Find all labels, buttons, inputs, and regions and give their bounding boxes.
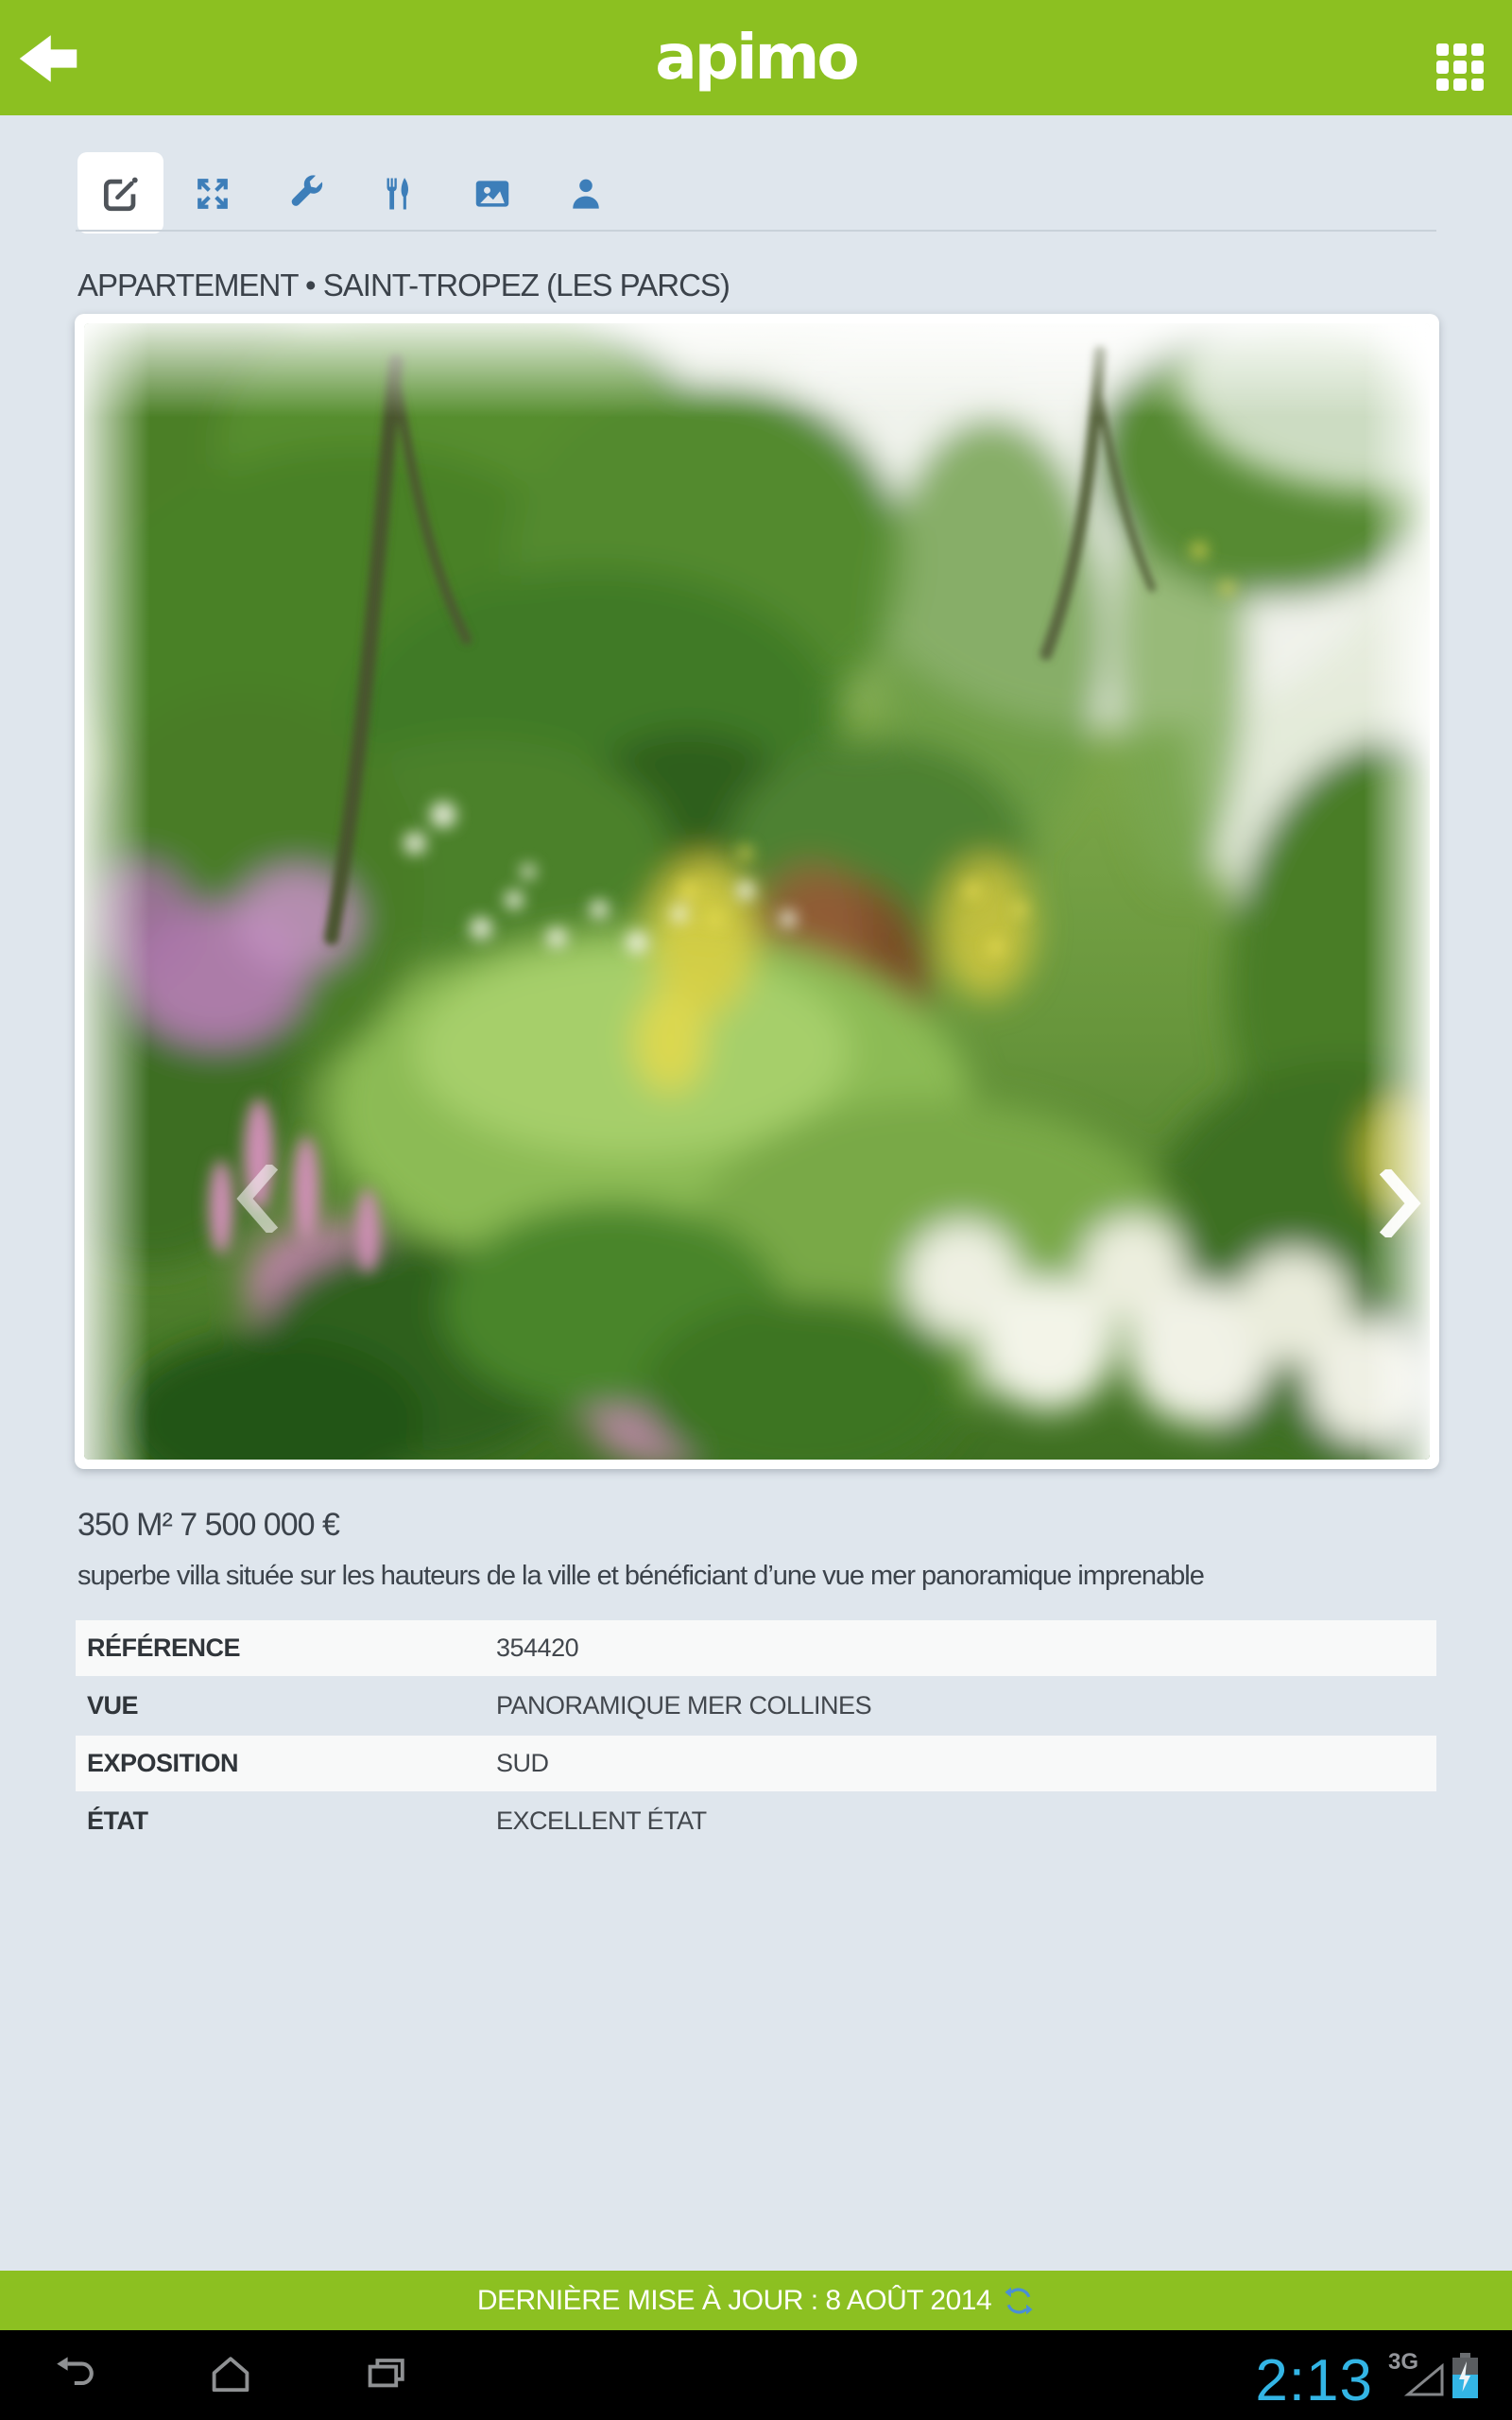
last-update-text: DERNIÈRE MISE À JOUR : 8 AOÛT 2014 (476, 2284, 992, 2316)
nav-home-button[interactable] (208, 2352, 253, 2397)
carousel-prev-button[interactable] (235, 1165, 281, 1237)
detail-label: EXPOSITION (87, 1749, 239, 1777)
tab-edit[interactable] (98, 172, 142, 216)
details-table (76, 1620, 1436, 1851)
status-clock: 2:13 (1255, 2348, 1373, 2413)
detail-label: VUE (87, 1691, 139, 1720)
person-icon (565, 173, 607, 215)
carousel-next-button[interactable] (1377, 1169, 1422, 1242)
expand-icon (192, 173, 233, 215)
detail-value: 354420 (496, 1634, 579, 1662)
refresh-icon[interactable] (1003, 2285, 1035, 2317)
app-logo: apimo (655, 21, 857, 94)
nav-home-icon (208, 2352, 253, 2397)
image-icon (472, 173, 513, 215)
apps-grid-button[interactable] (1436, 43, 1484, 91)
nav-recents-icon (364, 2352, 409, 2397)
table-row (76, 1678, 1436, 1734)
tab-tools[interactable] (284, 172, 327, 216)
table-row (76, 1736, 1436, 1791)
table-row (76, 1620, 1436, 1676)
edit-icon (99, 173, 141, 215)
detail-value: PANORAMIQUE MER COLLINES (496, 1691, 872, 1720)
photo-card (75, 314, 1439, 1469)
property-photo (84, 323, 1430, 1460)
tab-contact[interactable] (564, 172, 608, 216)
listing-title: APPARTEMENT • SAINT-TROPEZ (LES PARCS) (77, 268, 730, 302)
battery-charging-icon (1452, 2353, 1478, 2398)
detail-label: ÉTAT (87, 1806, 148, 1835)
app-header (0, 0, 1512, 115)
cutlery-icon (378, 173, 420, 215)
grid-icon (1436, 43, 1449, 56)
detail-label: RÉFÉRENCE (87, 1634, 241, 1662)
chevron-left-icon (235, 1165, 281, 1233)
tab-dining[interactable] (377, 172, 421, 216)
nav-back-button[interactable] (53, 2352, 98, 2397)
network-type-label: 3G (1388, 2349, 1419, 2375)
nav-recents-button[interactable] (364, 2352, 409, 2397)
nav-back-icon (53, 2352, 98, 2397)
listing-description: superbe villa située sur les hauteurs de la ville et bénéficiant d’une vue mer panoramique imprenable (77, 1561, 1204, 1591)
tab-expand[interactable] (191, 172, 234, 216)
chevron-right-icon (1377, 1169, 1422, 1237)
wrench-icon (284, 173, 326, 215)
detail-value: SUD (496, 1749, 549, 1777)
signal-icon (1402, 2363, 1446, 2397)
detail-value: EXCELLENT ÉTAT (496, 1806, 707, 1835)
android-navbar (0, 2330, 1512, 2420)
tab-photos[interactable] (471, 172, 514, 216)
price-line: 350 M² 7 500 000 € (77, 1507, 339, 1543)
last-update-bar (0, 2271, 1512, 2330)
tab-divider (76, 230, 1436, 232)
table-row (76, 1793, 1436, 1849)
